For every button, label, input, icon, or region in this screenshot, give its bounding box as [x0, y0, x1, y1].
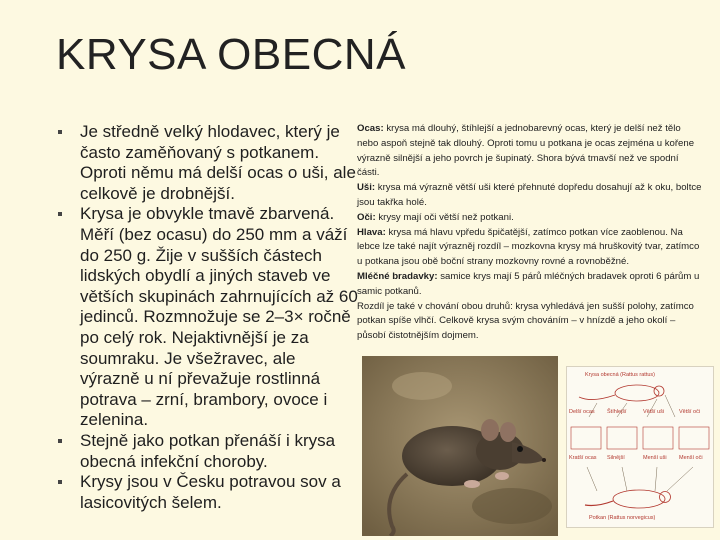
diagram-col-label-bottom: Menší oči: [679, 455, 703, 461]
bullet-list: [58, 122, 358, 513]
rat-outline-icon: [579, 385, 664, 401]
bullet-item: Stejně jako potkan přenáší i krysa obecná infekční choroby.: [58, 431, 358, 472]
diagram-illustration: [567, 367, 713, 527]
diagram-col-label: Větší uši: [643, 409, 665, 415]
bullet-icon: [58, 439, 62, 443]
note-tail: Ocas: krysa má dlouhý, štíhlejší a jednobarevný ocas, který je delší než tělo nebo aspoň stejně tak dlouhý. Oproti tomu u potkana je ocas zejména u kořene výrazně silnější a jeho povrch je šupinatý. Shora bývá tmavší než ve spodní části.: [357, 123, 695, 179]
diagram-top-label: Krysa obecná (Rattus rattus): [585, 372, 656, 378]
diagram-col-label: Štíhlejší: [607, 409, 627, 415]
note-behavior: Rozdíl je také v chování obou druhů: krysa vyhledává jen sušší polohy, zatímco potkan spíše vlhčí. Celkově krysa svým chováním – v hnízdě a jeho okolí – působí čistotnějším dojmem.: [357, 300, 694, 342]
brown-rat-outline-icon: [585, 490, 671, 508]
bullet-item: Je středně velký hlodavec, který je často zaměňovaný s potkanem. Oproti němu má delší ocas o uši, ale celkově je drobnější.: [58, 122, 358, 204]
slide-title: KRYSA OBECNÁ: [56, 30, 406, 79]
note-ears: Uši: krysa má výrazně větší uši které přehnuté dopředu dosahují až k oku, boltce jsou takřka holé.: [357, 182, 702, 208]
comparison-notes: [357, 122, 702, 344]
bullet-icon: [58, 480, 62, 484]
bullet-icon: [58, 212, 62, 216]
diagram-col-label: Delší ocas: [569, 409, 595, 415]
diagram-bottom-label: Potkan (Rattus norvegicus): [589, 515, 656, 521]
rat-photo: [362, 356, 558, 536]
diagram-col-label-bottom: Silnější: [607, 455, 625, 461]
diagram-col-label-bottom: Kratší ocas: [569, 455, 597, 461]
note-head: Hlava: krysa má hlavu vpředu špičatější, zatímco potkan více zaoblenou. Na lebce lze také najít výrazněj rozdíl – mozkovna krysy má hruškovitý tvar, zatímco u potkana jsou obě boční strany mozkovny rovné a rovnoběžné.: [357, 226, 700, 268]
rat-photo-illustration: [362, 356, 558, 536]
bullet-item: Krysa je obvykle tmavě zbarvená. Měří (bez ocasu) do 250 mm a váží do 250 g. Žije v sušších částech lidských obydlí a jiných staveb ve větších skupinách zahrnujících až 60 jedinců. Rozmnožuje se 2–3× ročně po celý rok. Nejaktivnější je za soumraku. Je všežravec, ale výrazně u ní převažuje rostlinná potrava – zrní, brambory, ovoce i zelenina.: [58, 204, 358, 431]
note-eyes: Oči: krysy mají oči větší než potkani.: [357, 211, 514, 223]
diagram-col-label: Větší oči: [679, 409, 701, 415]
diagram-col-label-bottom: Menší uši: [643, 455, 667, 461]
comparison-diagram: [566, 366, 714, 528]
bullet-icon: [58, 130, 62, 134]
note-nipples: Mléčné bradavky: samice krys mají 5 párů mléčných bradavek oproti 6 párům u samic potkanů.: [357, 270, 700, 297]
bullet-item: Krysy jsou v Česku potravou sov a lasicovitých šelem.: [58, 472, 358, 513]
